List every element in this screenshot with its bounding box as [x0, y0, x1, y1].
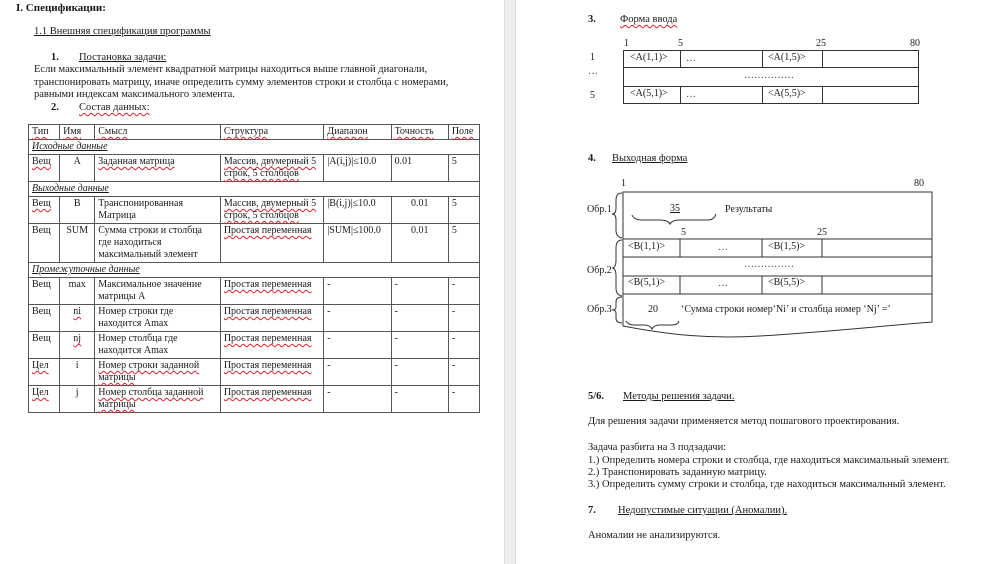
section2-title: Состав данных:: [79, 102, 150, 113]
cell-precision: 0.01: [391, 224, 448, 263]
input-cell-a51: <A(5,1)>: [630, 88, 668, 99]
output-cell-ellipsis: …: [718, 278, 728, 289]
input-cell-ellipsis: …: [686, 53, 696, 64]
cell-range: |SUM|≤100.0: [324, 224, 391, 263]
cell-field: 5: [448, 224, 479, 263]
input-cell-a55: <A(5,5)>: [768, 88, 806, 99]
cell-range: -: [324, 332, 391, 359]
cell-precision: -: [391, 278, 448, 305]
header-field: Поле: [448, 125, 479, 140]
cell-structure: Простая переменная: [220, 332, 323, 359]
header-structure: Структура: [220, 125, 323, 140]
cell-meaning: Номер строки где находится Amax: [95, 305, 221, 332]
table-row: [29, 332, 480, 359]
cell-structure: Простая переменная: [220, 386, 323, 413]
output-cell-b55: <B(5,5)>: [768, 277, 806, 288]
cell-structure: Массив, двумерный 5 строк, 5 столбцов: [220, 197, 323, 224]
output-cell-b11: <B(1,1)>: [628, 241, 666, 252]
input-cell-a15: <A(1,5)>: [768, 52, 806, 63]
cell-range: |B(i,j)|≤10.0: [324, 197, 391, 224]
output-col-mark-1: 1: [621, 178, 626, 189]
cell-meaning: Сумма строки и столбца где находиться максимальный элемент: [95, 224, 221, 263]
cell-range: -: [324, 359, 391, 386]
cell-range: -: [324, 278, 391, 305]
cell-meaning: Номер столбца где находится Amax: [95, 332, 221, 359]
cell-type: Цел: [29, 359, 60, 386]
table-row: [29, 278, 480, 305]
header-name: Имя: [60, 125, 95, 140]
divider: [822, 86, 823, 104]
cell-meaning: Транспонированная Матрица: [95, 197, 221, 224]
section1-title: Постановка задачи:: [79, 52, 167, 63]
cell-name: B: [60, 197, 95, 224]
subheading-external-spec: [34, 26, 211, 37]
section-input-data: Исходные данные: [29, 140, 480, 155]
cell-structure: Простая переменная: [220, 359, 323, 386]
data-composition-table: [28, 124, 480, 413]
obr1-text: Результаты: [725, 204, 773, 215]
subheading-text: 1.1 Внешняя спецификация программы: [34, 26, 211, 37]
obr3-label: Обр.3: [587, 304, 612, 315]
cell-type: Вещ: [29, 332, 60, 359]
input-middle-dots: ……………: [744, 70, 794, 81]
cell-name: j: [60, 386, 95, 413]
cell-name: A: [60, 155, 95, 182]
method-text: Для решения задачи применяется метод пошагового проектирования.: [588, 416, 900, 427]
cell-precision: 0.01: [391, 197, 448, 224]
section7-number: 7.: [588, 505, 596, 516]
cell-type: Вещ: [29, 305, 60, 332]
divider: [680, 86, 681, 104]
input-cell-a11: <A(1,1)>: [630, 52, 668, 63]
task-description: [34, 64, 448, 102]
section56-title: Методы решения задачи.: [623, 391, 735, 402]
input-col-mark-1: 1: [624, 38, 629, 49]
task-line-2: транспонировать матрицу, иначе определить сумму элементов строки и столбца с номерами,: [34, 76, 449, 88]
section-row-output: [29, 182, 480, 197]
cell-meaning: Заданная матрица: [95, 155, 221, 182]
cell-name: nj: [60, 332, 95, 359]
input-row-mark-ellipsis: …: [588, 66, 598, 77]
obr2-label: Обр.2: [587, 265, 612, 276]
section2-number: 2.: [51, 102, 59, 113]
table-row: [29, 197, 480, 224]
divider: [762, 50, 763, 67]
obr1-width: 35: [670, 203, 680, 214]
anomalies-text: Аномалии не анализируются.: [588, 530, 721, 541]
cell-range: |A(i,j)|≤10.0: [324, 155, 391, 182]
input-row-mark-1: 1: [590, 52, 595, 63]
task-line-3: равными индексам максимального элемента.: [34, 89, 235, 100]
output-col-mark-5: 5: [681, 227, 686, 238]
cell-precision: -: [391, 305, 448, 332]
divider: [623, 86, 919, 87]
input-row-mark-5: 5: [590, 90, 595, 101]
output-col-mark-80: 80: [914, 178, 924, 189]
section1-number: 1.: [51, 52, 59, 63]
cell-precision: 0.01: [391, 155, 448, 182]
cell-structure: Массив, двумерный 5 строк, 5 столбцов: [220, 155, 323, 182]
obr3-width: 20: [648, 304, 658, 315]
cell-field: -: [448, 359, 479, 386]
cell-field: 5: [448, 197, 479, 224]
section4-number: 4.: [588, 153, 596, 164]
cell-precision: -: [391, 332, 448, 359]
divider: [822, 50, 823, 67]
heading-specifications: I. Спецификации:: [16, 2, 106, 14]
output-middle-dots: ……………: [744, 259, 794, 270]
cell-type: Вещ: [29, 155, 60, 182]
page-gap: [504, 0, 516, 564]
section3-title: Форма ввода: [620, 14, 678, 25]
table-row: [29, 386, 480, 413]
divider: [623, 67, 919, 68]
cell-type: Вещ: [29, 278, 60, 305]
section-output-data: Выходные данные: [29, 182, 480, 197]
section7-title: Недопустимые ситуации (Аномалии).: [618, 505, 788, 516]
output-cell-b15: <B(1,5)>: [768, 241, 806, 252]
output-col-mark-25: 25: [817, 227, 827, 238]
section-row-intermediate: [29, 263, 480, 278]
subtask-3: 3.) Определить сумму строки и столбца, где находиться максимальный элемент.: [588, 479, 946, 490]
divider: [680, 50, 681, 67]
subtasks-intro: Задача разбита на 3 подзадачи:: [588, 442, 727, 453]
cell-range: -: [324, 305, 391, 332]
table-row: [29, 305, 480, 332]
obr3-text: ‘Сумма строки номер‘Ni’ и столбца номер ‘Nj’ =’: [681, 304, 891, 315]
cell-type: Вещ: [29, 224, 60, 263]
cell-type: Вещ: [29, 197, 60, 224]
cell-precision: -: [391, 386, 448, 413]
subtask-1: 1.) Определить номера строки и столбца, где находиться максимальный элемент.: [588, 455, 950, 466]
header-meaning: Смысл: [95, 125, 221, 140]
subtask-2: 2.) Транспонировать заданную матрицу.: [588, 467, 767, 478]
cell-field: -: [448, 278, 479, 305]
section56-number: 5/6.: [588, 391, 605, 402]
cell-meaning: Номер строки заданной матрицы: [95, 359, 221, 386]
cell-name: i: [60, 359, 95, 386]
header-precision: Точность: [391, 125, 448, 140]
section4-title: Выходная форма: [612, 153, 688, 164]
cell-precision: -: [391, 359, 448, 386]
cell-field: -: [448, 305, 479, 332]
section3-number: 3.: [588, 14, 596, 25]
input-col-mark-5: 5: [678, 38, 683, 49]
cell-field: -: [448, 332, 479, 359]
cell-meaning: Максимальное значение матрицы A: [95, 278, 221, 305]
cell-name: max: [60, 278, 95, 305]
table-row: [29, 224, 480, 263]
cell-field: -: [448, 386, 479, 413]
output-cell-b51: <B(5,1)>: [628, 277, 666, 288]
cell-structure: Простая переменная: [220, 305, 323, 332]
cell-name: SUM: [60, 224, 95, 263]
cell-name: ni: [60, 305, 95, 332]
cell-type: Цел: [29, 386, 60, 413]
section-intermediate-data: Промежуточные данные: [29, 263, 480, 278]
input-col-mark-80: 80: [910, 38, 920, 49]
header-range: Диапазон: [324, 125, 391, 140]
cell-range: -: [324, 386, 391, 413]
cell-meaning: Номер столбца заданной матрицы: [95, 386, 221, 413]
divider: [762, 86, 763, 104]
cell-structure: Простая переменная: [220, 224, 323, 263]
table-row: [29, 155, 480, 182]
output-cell-ellipsis: …: [718, 242, 728, 253]
section-row-input: [29, 140, 480, 155]
input-cell-ellipsis: …: [686, 89, 696, 100]
cell-field: 5: [448, 155, 479, 182]
task-line-1: Если максимальный элемент квадратной матрицы находиться выше главной диагонали,: [34, 64, 428, 75]
input-col-mark-25: 25: [816, 38, 826, 49]
table-header-row: [29, 125, 480, 140]
obr1-label: Обр.1: [587, 204, 612, 215]
table-row: [29, 359, 480, 386]
cell-structure: Простая переменная: [220, 278, 323, 305]
header-type: Тип: [29, 125, 60, 140]
